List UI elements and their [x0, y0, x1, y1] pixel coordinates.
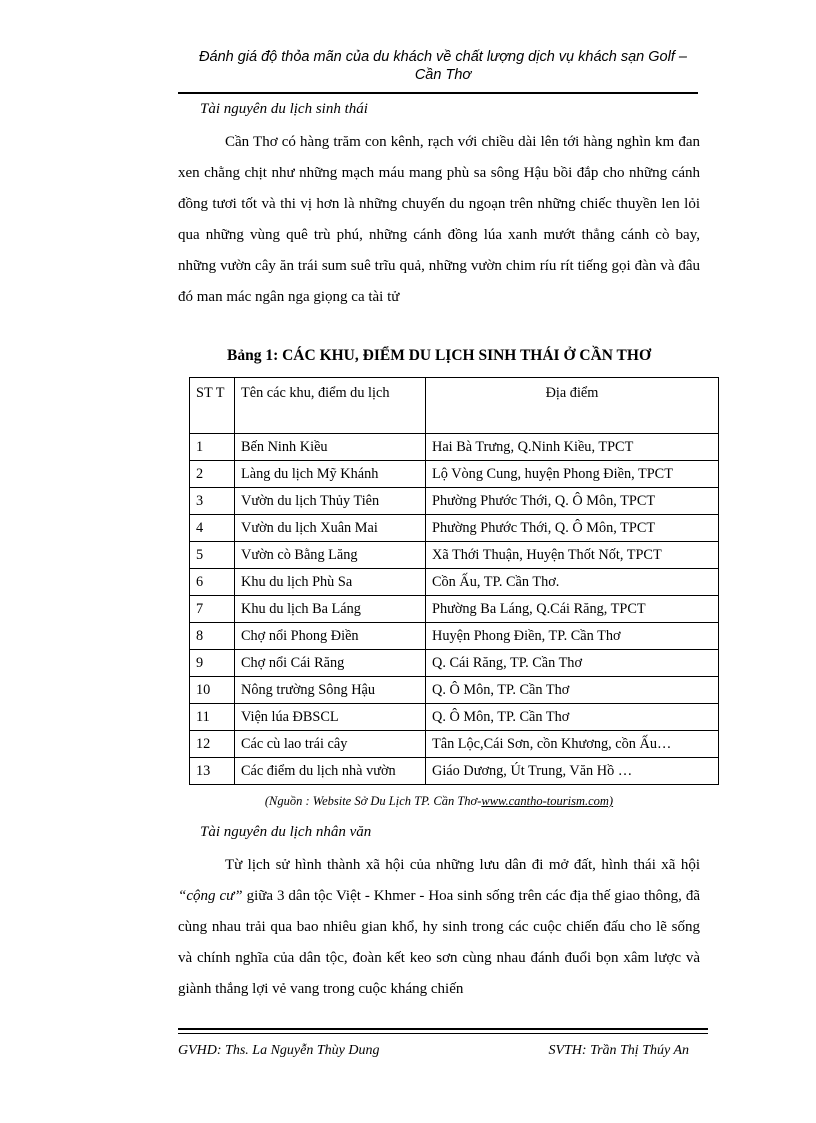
cell-stt: 13	[190, 758, 235, 785]
cell-location: Tân Lộc,Cái Sơn, cồn Khương, cồn Ấu…	[426, 731, 719, 758]
cell-name: Bến Ninh Kiều	[235, 434, 426, 461]
table-row	[190, 623, 719, 650]
eco-tourism-table	[189, 377, 719, 785]
page-header	[178, 48, 708, 84]
cell-name: Vườn du lịch Xuân Mai	[235, 515, 426, 542]
paragraph-culture-start: Từ lịch sử hình thành xã hội của những lưu dân đi mở đất, hình thái xã hội	[225, 857, 700, 873]
cell-location: Q. Ô Môn, TP. Cần Thơ	[426, 704, 719, 731]
cell-location: Hai Bà Trưng, Q.Ninh Kiều, TPCT	[426, 434, 719, 461]
cell-location: Cồn Ấu, TP. Cần Thơ.	[426, 569, 719, 596]
cell-location: Q. Cái Răng, TP. Cần Thơ	[426, 650, 719, 677]
footer-student: SVTH: Trần Thị Thúy An	[548, 1043, 689, 1058]
table-row	[190, 434, 719, 461]
cell-stt: 12	[190, 731, 235, 758]
cell-stt: 9	[190, 650, 235, 677]
table-caption-text: : CÁC KHU, ĐIỂM DU LỊCH SINH THÁI Ở CẦN THƠ	[273, 347, 652, 364]
cell-name: Chợ nổi Phong Điền	[235, 623, 426, 650]
table-caption	[178, 347, 700, 365]
header-cell-name: Tên các khu, điểm du lịch	[235, 378, 426, 434]
cell-location: Q. Ô Môn, TP. Cần Thơ	[426, 677, 719, 704]
table-header-row	[190, 378, 719, 434]
cell-location: Huyện Phong Điền, TP. Cần Thơ	[426, 623, 719, 650]
paragraph-eco-text: Cần Thơ có hàng trăm con kênh, rạch với chiều dài lên tới hàng nghìn km đan xen chằng chịt như những mạch máu mang phù sa sông Hậu bồi đắp cho những cánh đồng tươi tốt và thi vị hơn là những chuyến du ngoạn trên những chiếc thuyền len lỏi qua những vùng quê trù phú, những cánh đồng lúa xanh mướt thẳng cánh cò bay, những vườn cây ăn trái sum suê trĩu quả, những vườn chim ríu rít tiếng gọi đàn và đâu đó man mác ngân nga giọng ca tài tử	[178, 134, 700, 305]
cell-stt: 7	[190, 596, 235, 623]
paragraph-eco	[178, 127, 700, 313]
cell-name: Làng du lịch Mỹ Khánh	[235, 461, 426, 488]
cell-name: Khu du lịch Ba Láng	[235, 596, 426, 623]
header-cell-location: Địa điểm	[426, 378, 719, 434]
footer-rule-thick	[178, 1028, 708, 1030]
header-line-2: Cần Thơ	[414, 67, 472, 83]
table-row	[190, 758, 719, 785]
table-caption-label: Bảng 1	[226, 347, 274, 364]
cell-name: Vườn du lịch Thủy Tiên	[235, 488, 426, 515]
table-row	[190, 650, 719, 677]
cell-stt: 2	[190, 461, 235, 488]
table-row	[190, 677, 719, 704]
header-rule	[178, 92, 698, 94]
cell-name: Các cù lao trái cây	[235, 731, 426, 758]
cell-location: Xã Thới Thuận, Huyện Thốt Nốt, TPCT	[426, 542, 719, 569]
paragraph-culture	[178, 850, 700, 1005]
cell-stt: 1	[190, 434, 235, 461]
source-text: (Nguồn : Website Sở Du Lịch TP. Cần Thơ-	[264, 794, 482, 808]
header-line-1: Đánh giá độ thỏa mãn của du khách về chất lượng dịch vụ khách sạn Golf –	[199, 49, 687, 65]
cell-name: Các điểm du lịch nhà vườn	[235, 758, 426, 785]
cell-stt: 8	[190, 623, 235, 650]
table-row	[190, 596, 719, 623]
source-link[interactable]: www.cantho-tourism.com)	[481, 794, 614, 808]
table-row	[190, 488, 719, 515]
table-row	[190, 515, 719, 542]
table-source	[178, 794, 700, 809]
paragraph-culture-end: giữa 3 dân tộc Việt - Khmer - Hoa sinh sống trên các địa thế giao thông, đã cùng nhau trải qua bao nhiêu gian khổ, hy sinh trong các cuộc chiến đấu cho lẽ sống và chính nghĩa của dân tộc, đoàn kết keo sơn cùng nhau đánh đuổi bọn xâm lược và giành thắng lợi vẻ vang trong cuộc kháng chiến	[178, 888, 700, 997]
cell-name: Khu du lịch Phù Sa	[235, 569, 426, 596]
cell-name: Viện lúa ĐBSCL	[235, 704, 426, 731]
cell-stt: 6	[190, 569, 235, 596]
header-cell-stt: ST T	[190, 378, 235, 434]
table-row	[190, 731, 719, 758]
cell-stt: 11	[190, 704, 235, 731]
table-row	[190, 704, 719, 731]
cell-stt: 10	[190, 677, 235, 704]
table-row	[190, 569, 719, 596]
table-row	[190, 461, 719, 488]
section-heading-eco: Tài nguyên du lịch sinh thái	[200, 101, 368, 117]
cell-location: Giáo Dương, Út Trung, Văn Hồ …	[426, 758, 719, 785]
cell-location: Phường Ba Láng, Q.Cái Răng, TPCT	[426, 596, 719, 623]
cell-name: Nông trường Sông Hậu	[235, 677, 426, 704]
footer-rule-thin	[178, 1033, 708, 1034]
section-heading-culture: Tài nguyên du lịch nhân văn	[200, 824, 372, 840]
cell-location: Lộ Vòng Cung, huyện Phong Điền, TPCT	[426, 461, 719, 488]
footer-advisor: GVHD: Ths. La Nguyễn Thùy Dung	[178, 1043, 380, 1058]
cell-stt: 3	[190, 488, 235, 515]
cell-name: Vườn cò Bằng Lăng	[235, 542, 426, 569]
cell-location: Phường Phước Thới, Q. Ô Môn, TPCT	[426, 488, 719, 515]
cell-stt: 4	[190, 515, 235, 542]
cell-stt: 5	[190, 542, 235, 569]
table-row	[190, 542, 719, 569]
cell-location: Phường Phước Thới, Q. Ô Môn, TPCT	[426, 515, 719, 542]
paragraph-culture-quote: “cộng cư”	[178, 888, 243, 904]
cell-name: Chợ nổi Cái Răng	[235, 650, 426, 677]
